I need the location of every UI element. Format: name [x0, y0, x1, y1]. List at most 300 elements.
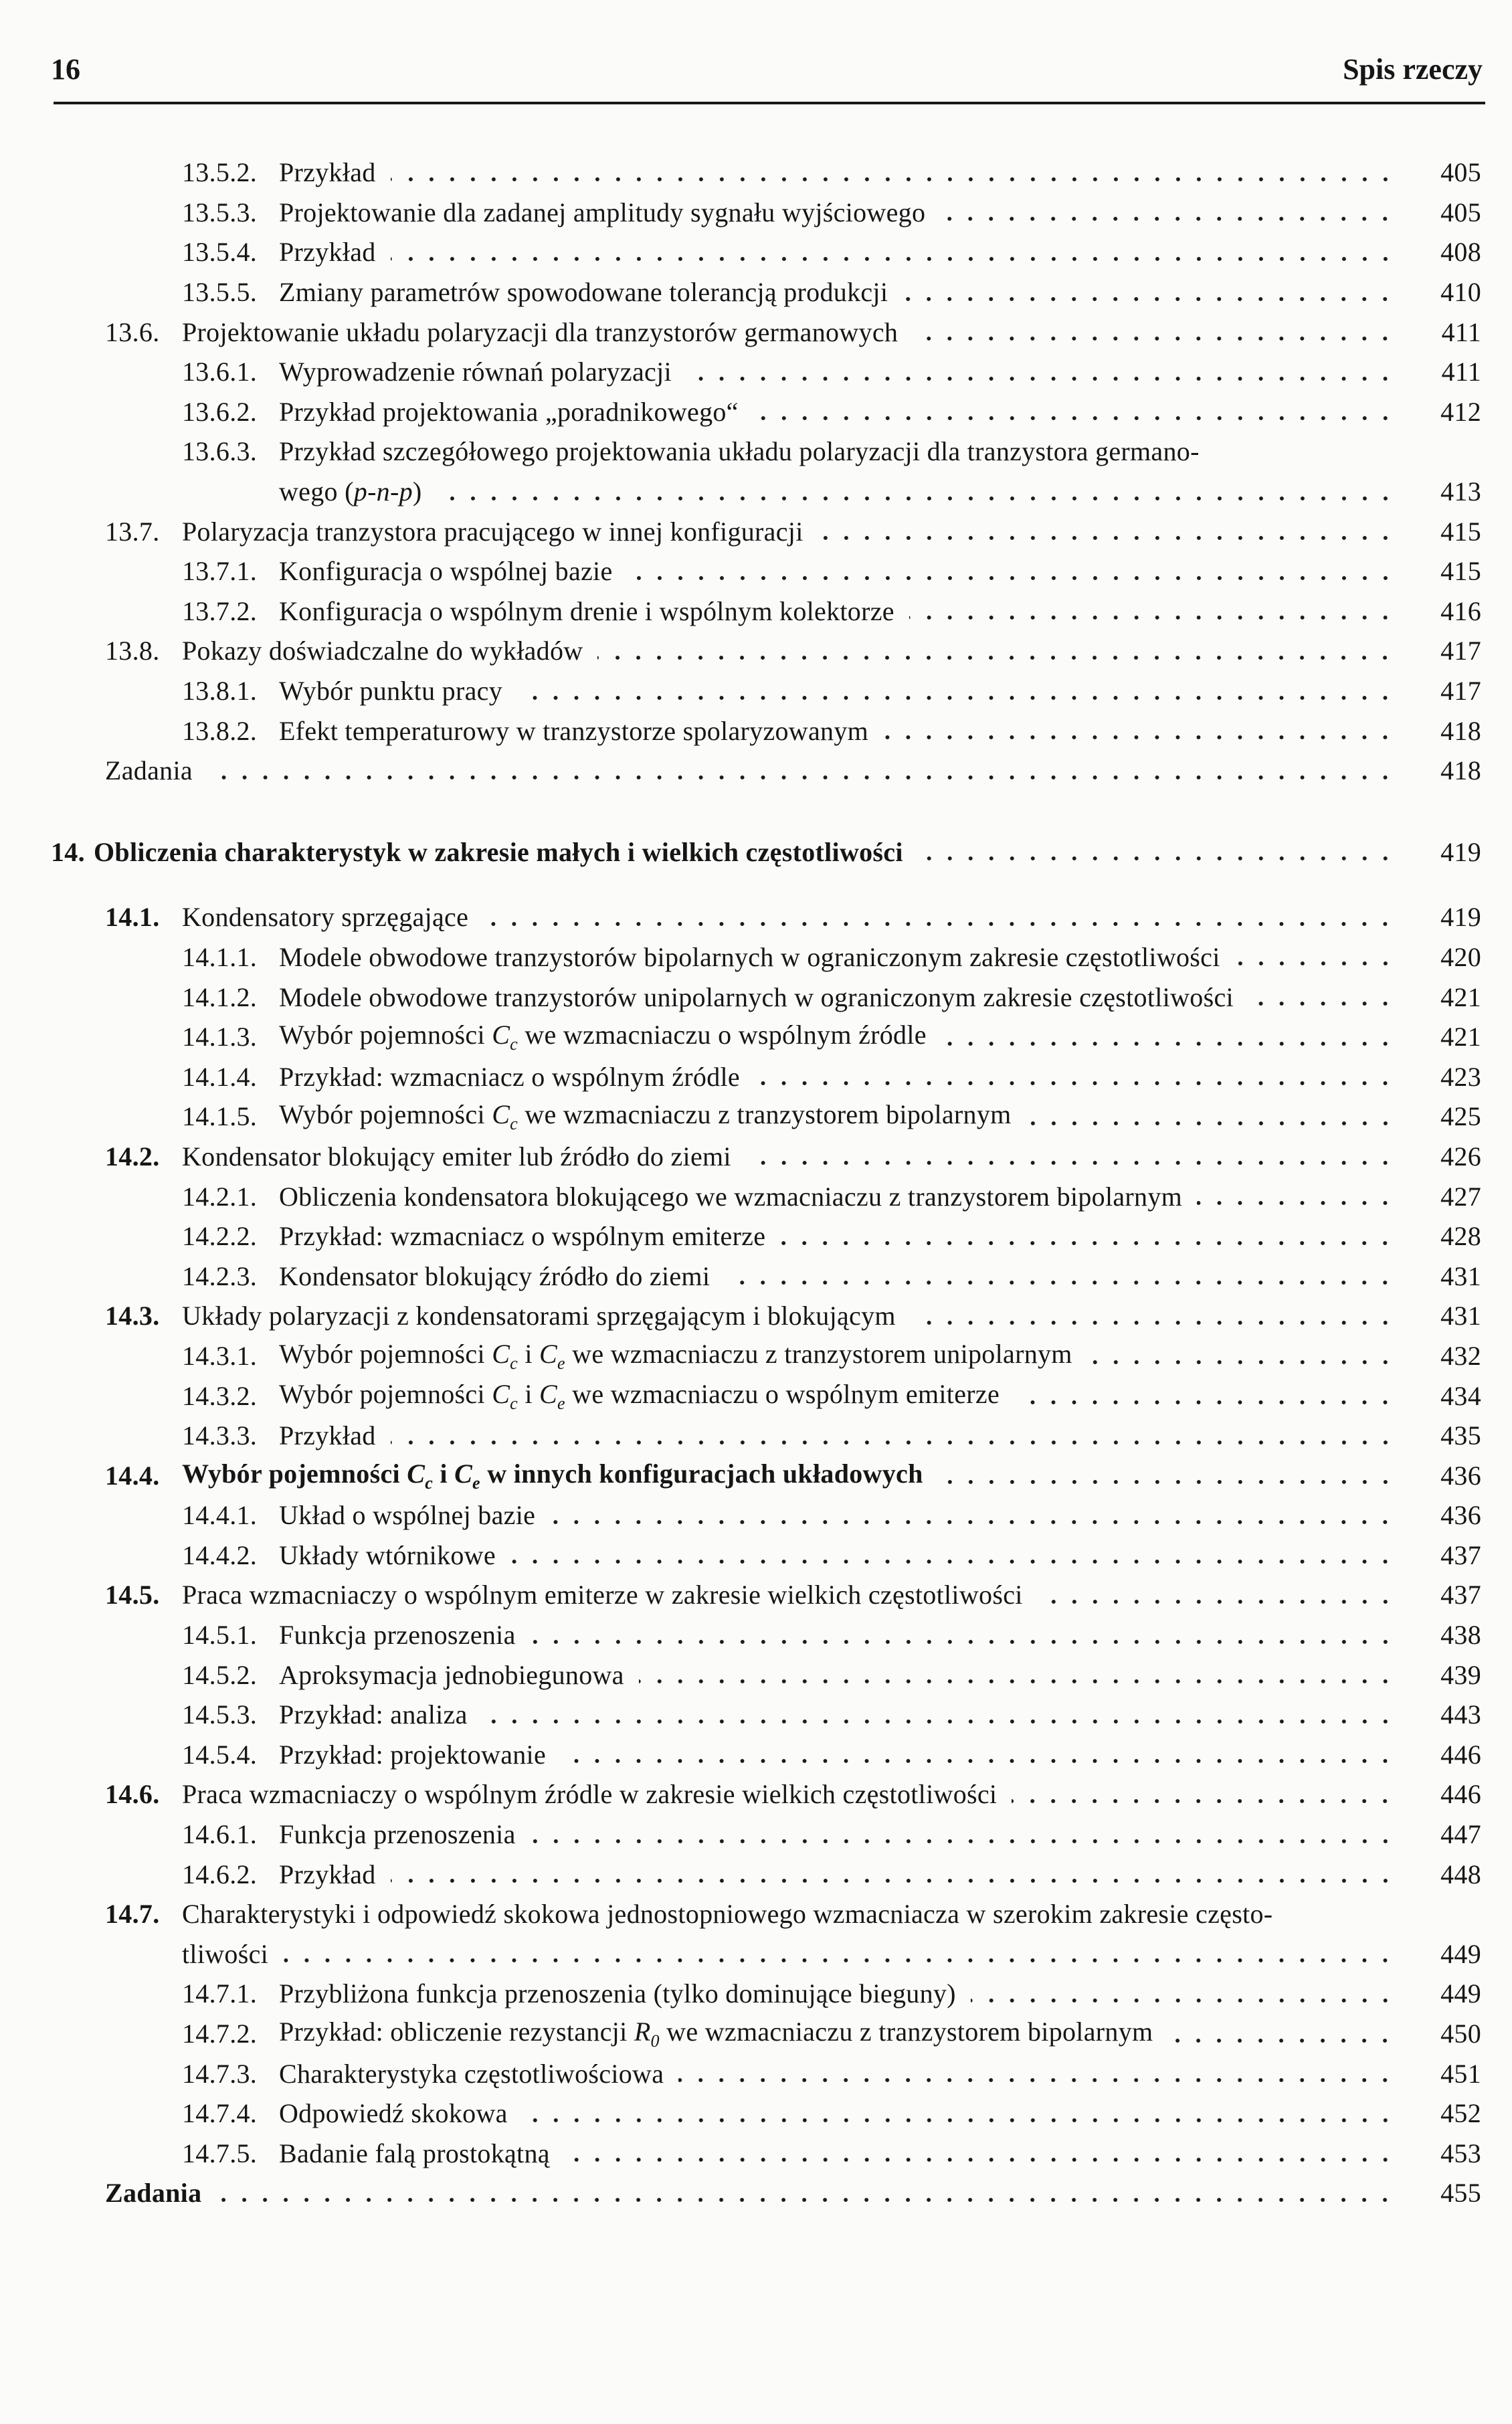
entry-page-number: 419 [1440, 836, 1481, 867]
dot-leader [941, 1024, 1396, 1050]
entry-number: 14.3.2. [182, 1380, 258, 1411]
entry-page-number: 411 [1441, 316, 1481, 347]
title-text: we wzmacniaczu z tranzystorem bipolarnym [518, 1099, 1012, 1130]
toc-entry[interactable] [0, 937, 1512, 977]
entry-number: 13.8.1. [182, 676, 258, 707]
entry-title [182, 316, 898, 348]
entry-title [279, 1378, 1000, 1414]
title-text: Zadania [105, 755, 193, 786]
toc-entry[interactable] [0, 1216, 1512, 1256]
title-text: Przykład [279, 1859, 376, 1889]
entry-title [279, 1099, 1012, 1134]
title-text: Przykład: wzmacniacz o wspólnym źródle [279, 1061, 740, 1092]
title-text: Przykład: projektowanie [279, 1739, 547, 1770]
title-text: Polaryzacja tranzystora pracującego w innej konfiguracji [182, 516, 804, 547]
entry-number: 14.7.3. [182, 2058, 258, 2089]
entry-title [279, 982, 1234, 1013]
toc-entry[interactable] [0, 1575, 1512, 1615]
entry-title [279, 276, 888, 308]
math-symbol: C [492, 1338, 510, 1369]
entry-number: 14.6.1. [182, 1819, 258, 1850]
toc-entry[interactable] [0, 2053, 1512, 2093]
math-symbol: C [492, 1099, 510, 1130]
toc-entry[interactable] [0, 312, 1512, 352]
entry-title [279, 1659, 624, 1691]
entry-number: 14.1.4. [182, 1061, 258, 1092]
toc-entry[interactable] [0, 1455, 1512, 1495]
entry-title [279, 1739, 546, 1770]
title-text: Konfiguracja o wspólnym drenie i wspólnym kolektorze [279, 595, 894, 626]
toc-entry[interactable] [0, 1695, 1512, 1735]
entry-title [279, 941, 1220, 973]
entry-title [279, 595, 894, 627]
math-subscript: 0 [650, 2031, 660, 2051]
entry-title [279, 396, 739, 428]
math-symbol: C [539, 1338, 558, 1369]
entry-page-number: 421 [1440, 1022, 1481, 1052]
title-text: Charakterystyka częstotliwościowa [279, 2058, 664, 2089]
title-text: Wybór pojemności [279, 1338, 492, 1369]
title-text: Wybór punktu pracy [279, 676, 503, 707]
dot-leader [550, 1502, 1396, 1529]
entry-title [279, 1619, 516, 1651]
title-text: Kondensator blokujący źródło do ziemi [279, 1261, 711, 1291]
toc-entry[interactable] [0, 897, 1512, 937]
entry-page-number: 435 [1440, 1420, 1481, 1451]
toc-entry[interactable] [0, 432, 1512, 472]
dot-leader [437, 478, 1396, 505]
title-text: w innych konfiguracjach układowych [480, 1458, 923, 1489]
title-text: i [518, 1338, 540, 1369]
entry-title [279, 157, 376, 188]
math-subscript: c [510, 1114, 518, 1134]
title-text: Modele obwodowe tranzystorów bipolarnych w ograniczonym zakresie częstotliwości [279, 941, 1220, 972]
dot-leader [1038, 1582, 1396, 1608]
dot-leader [391, 159, 1396, 186]
entry-title [279, 1499, 535, 1531]
title-text: Przykład [279, 237, 376, 268]
entry-number: 13.8.2. [182, 715, 258, 746]
toc-entry-continuation[interactable] [0, 472, 1512, 512]
entry-title [279, 1420, 376, 1451]
entry-number: 14.2.1. [182, 1181, 258, 1212]
toc-entry[interactable] [0, 193, 1512, 233]
title-text: Konfiguracja o wspólnej bazie [279, 556, 613, 587]
entry-number: 14.4.1. [182, 1500, 258, 1531]
entry-title [182, 516, 804, 547]
entry-page-number: 411 [1441, 357, 1481, 387]
entry-page-number: 405 [1440, 197, 1481, 227]
title-text: i [433, 1458, 455, 1489]
entry-page-number: 451 [1440, 2058, 1481, 2089]
entry-title [182, 1141, 731, 1172]
entry-title [105, 2177, 201, 2209]
title-text: Przykład [279, 1420, 376, 1451]
entry-number: 14.3.3. [182, 1420, 258, 1451]
toc-entry[interactable] [0, 977, 1512, 1017]
dot-leader [883, 717, 1396, 744]
toc-entry[interactable] [0, 1176, 1512, 1216]
entry-number: 13.8. [105, 636, 160, 666]
entry-number: 14. [51, 836, 85, 867]
toc-entry[interactable] [0, 1974, 1512, 2014]
entry-title [279, 1819, 516, 1850]
toc-entry[interactable] [0, 1735, 1512, 1775]
dot-leader [565, 2140, 1396, 2166]
toc-entry[interactable] [0, 832, 1512, 872]
title-text: we wzmacniaczu z tranzystorem bipolarnym [659, 2017, 1153, 2047]
toc-entry[interactable] [0, 1137, 1512, 1177]
title-text: Aproksymacja jednobiegunowa [279, 1659, 624, 1690]
math-subscript: c [510, 1393, 518, 1413]
entry-number: 14.1.1. [182, 941, 258, 972]
title-text: Wybór pojemności [279, 1378, 492, 1409]
toc-entry[interactable] [0, 1097, 1512, 1137]
dot-leader [818, 518, 1396, 545]
title-text: ) [412, 476, 422, 507]
toc-entry[interactable] [0, 1017, 1512, 1057]
entry-title [279, 436, 1200, 467]
entry-page-number: 450 [1440, 2019, 1481, 2049]
math-symbol: C [454, 1458, 473, 1489]
entry-page-number: 408 [1440, 237, 1481, 268]
toc-entry[interactable] [0, 751, 1512, 791]
dot-leader [938, 1462, 1396, 1489]
entry-page-number: 410 [1440, 277, 1481, 308]
toc-entry[interactable] [0, 671, 1512, 711]
entry-page-number: 418 [1440, 755, 1481, 786]
entry-number: 14.5.3. [182, 1699, 258, 1730]
title-text: Kondensator blokujący emiter lub źródło do ziemi [182, 1141, 731, 1172]
toc-entry-continuation[interactable] [0, 1934, 1512, 1974]
toc-entry[interactable] [0, 1615, 1512, 1655]
toc-entry[interactable] [0, 591, 1512, 632]
title-text: Pokazy doświadczalne do wykładów [182, 636, 583, 666]
title-text: Układy wtórnikowe [279, 1540, 496, 1570]
dot-leader [482, 1701, 1396, 1728]
entry-number: 14.6. [105, 1779, 160, 1810]
entry-page-number: 417 [1440, 676, 1481, 707]
toc-entry[interactable] [0, 2134, 1512, 2174]
entry-number: 14.3. [105, 1301, 160, 1331]
dot-leader [216, 2180, 1396, 2207]
math-subscript: e [557, 1353, 565, 1373]
running-header-title: Spis rzeczy [1343, 53, 1483, 86]
entry-page-number: 415 [1440, 556, 1481, 587]
entry-title [182, 1579, 1023, 1610]
title-text: Kondensatory sprzęgające [182, 902, 469, 933]
table-of-contents [0, 153, 1512, 2213]
title-text: i [518, 1378, 540, 1409]
title-text: Zmiany parametrów spowodowane tolerancją produkcji [279, 277, 888, 308]
entry-page-number: 427 [1440, 1181, 1481, 1212]
entry-number: 14.2.2. [182, 1221, 258, 1252]
entry-title [279, 1978, 956, 2009]
entry-title [279, 2058, 664, 2089]
entry-title [279, 1699, 468, 1730]
entry-number: 14.5.2. [182, 1659, 258, 1690]
entry-number: 14.7.4. [182, 2098, 258, 2129]
dot-leader [971, 1980, 1396, 2007]
entry-title [279, 1338, 1072, 1374]
toc-entry[interactable] [0, 232, 1512, 272]
entry-page-number: 405 [1440, 157, 1481, 188]
title-text: Układy polaryzacji z kondensatorami sprzęgającym i blokującym [182, 1301, 896, 1331]
toc-entry[interactable] [0, 1774, 1512, 1814]
math-symbol: C [492, 1020, 510, 1050]
math-symbol: p-n-p [353, 476, 413, 507]
title-text: Układ o wspólnej bazie [279, 1500, 536, 1531]
math-symbol: C [539, 1378, 558, 1409]
entry-number: 14.1. [105, 902, 160, 933]
toc-entry[interactable] [0, 1814, 1512, 1855]
dot-leader [913, 318, 1396, 345]
dot-leader [283, 1940, 1396, 1967]
dot-leader [903, 279, 1396, 306]
entry-title [182, 1458, 923, 1493]
dot-leader [207, 757, 1396, 784]
page-number: 16 [51, 53, 80, 86]
title-text: Praca wzmacniaczy o wspólnym źródle w zakresie wielkich częstotliwości [182, 1779, 998, 1810]
entry-page-number: 436 [1440, 1460, 1481, 1491]
dot-leader [746, 1143, 1396, 1170]
entry-title [279, 2138, 550, 2169]
dot-leader [561, 1741, 1396, 1768]
dot-leader [597, 638, 1396, 664]
entry-page-number: 423 [1440, 1061, 1481, 1092]
toc-entry[interactable] [0, 392, 1512, 432]
entry-page-number: 412 [1440, 396, 1481, 427]
title-text: Projektowanie układu polaryzacji dla tranzystorów germanowych [182, 316, 899, 347]
entry-page-number: 421 [1440, 982, 1481, 1012]
entry-title [279, 1220, 765, 1252]
dot-leader [391, 239, 1396, 266]
entry-number: 13.6.2. [182, 396, 258, 427]
toc-entry[interactable] [0, 1655, 1512, 1695]
entry-number: 14.7.5. [182, 2138, 258, 2168]
entry-number: 13.5.3. [182, 197, 258, 227]
toc-entry[interactable] [0, 272, 1512, 312]
entry-page-number: 449 [1440, 1938, 1481, 1969]
entry-page-number: 438 [1440, 1620, 1481, 1651]
entry-number: 14.4.2. [182, 1540, 258, 1570]
dot-leader [940, 199, 1396, 225]
dot-leader [517, 678, 1396, 705]
entry-number: 14.1.2. [182, 982, 258, 1012]
entry-number: 13.5.4. [182, 237, 258, 268]
entry-number: 13.6. [105, 316, 160, 347]
entry-page-number: 452 [1440, 2098, 1481, 2129]
title-text: Przykład: analiza [279, 1699, 468, 1730]
dot-leader [1012, 1781, 1396, 1808]
toc-entry[interactable] [0, 1854, 1512, 1894]
toc-entry[interactable] [0, 631, 1512, 671]
entry-page-number: 455 [1440, 2178, 1481, 2209]
toc-entry[interactable] [0, 511, 1512, 551]
title-text: Wyprowadzenie równań polaryzacji [279, 357, 672, 387]
entry-number: 14.5.1. [182, 1620, 258, 1651]
toc-entry[interactable] [0, 2093, 1512, 2134]
toc-entry[interactable] [0, 1894, 1512, 1934]
entry-number: 13.7. [105, 516, 160, 547]
entry-page-number: 453 [1440, 2138, 1481, 2168]
title-text: Przykład: obliczenie rezystancji [279, 2017, 634, 2047]
dot-leader [531, 1821, 1396, 1848]
entry-title-continuation [182, 1938, 268, 1970]
dot-leader [909, 597, 1396, 624]
title-text: Funkcja przenoszenia [279, 1819, 516, 1850]
entry-title [182, 901, 468, 933]
dot-leader [510, 1542, 1396, 1568]
entry-page-number: 448 [1440, 1859, 1481, 1889]
dot-leader [780, 1223, 1396, 1250]
entry-title [182, 1778, 997, 1810]
entry-page-number: 437 [1440, 1540, 1481, 1570]
entry-page-number: 432 [1440, 1340, 1481, 1371]
entry-title [182, 1300, 896, 1331]
entry-title [279, 1181, 1182, 1212]
math-subscript: c [425, 1473, 434, 1493]
entry-page-number: 439 [1440, 1659, 1481, 1690]
entry-title [182, 635, 583, 666]
entry-page-number: 434 [1440, 1380, 1481, 1411]
title-text: Wybór pojemności [279, 1020, 492, 1050]
title-text: Wybór pojemności [182, 1458, 407, 1489]
title-text: Przykład: wzmacniacz o wspólnym emiterze [279, 1221, 766, 1252]
entry-number: 13.6.3. [182, 436, 258, 467]
title-text: Zadania [105, 2178, 202, 2209]
entry-title-continuation [279, 476, 422, 507]
title-text: wego ( [279, 476, 354, 507]
toc-entry[interactable] [0, 1416, 1512, 1456]
toc-entry[interactable] [0, 1535, 1512, 1576]
dot-leader [1248, 984, 1396, 1010]
entry-page-number: 428 [1440, 1221, 1481, 1252]
dot-leader [753, 398, 1396, 425]
entry-number: 13.6.1. [182, 357, 258, 387]
entry-page-number: 426 [1440, 1141, 1481, 1172]
title-text: Badanie falą prostokątną [279, 2138, 550, 2168]
entry-title [279, 555, 613, 587]
dot-leader [918, 838, 1396, 865]
dot-leader [639, 1661, 1396, 1688]
toc-entry[interactable] [0, 1336, 1512, 1376]
title-text: Projektowanie dla zadanej amplitudy sygnału wyjściowego [279, 197, 926, 227]
dot-leader [483, 904, 1396, 931]
entry-number: 14.1.3. [182, 1022, 258, 1052]
entry-title [279, 1019, 927, 1054]
math-subscript: c [510, 1353, 518, 1373]
toc-entry[interactable] [0, 2173, 1512, 2213]
title-text: Przybliżona funkcja przenoszenia (tylko dominujące bieguny) [279, 1978, 956, 2009]
entry-number: 14.1.5. [182, 1101, 258, 1132]
entry-number: 14.7.1. [182, 1978, 258, 2009]
toc-entry[interactable] [0, 1495, 1512, 1535]
dot-leader [725, 1263, 1396, 1289]
entry-page-number: 416 [1440, 595, 1481, 626]
entry-title [279, 2097, 508, 2129]
dot-leader [1087, 1342, 1396, 1369]
entry-page-number: 447 [1440, 1819, 1481, 1850]
toc-entry[interactable] [0, 551, 1512, 591]
dot-leader [628, 558, 1396, 585]
entry-title [279, 356, 672, 387]
entry-title [182, 1898, 1272, 1930]
math-symbol: R [634, 2017, 651, 2047]
entry-number: 14.6.2. [182, 1859, 258, 1889]
entry-number: 14.5. [105, 1580, 160, 1610]
entry-page-number: 419 [1440, 902, 1481, 933]
entry-page-number: 418 [1440, 715, 1481, 746]
title-text: Wybór pojemności [279, 1099, 492, 1130]
entry-page-number: 431 [1440, 1261, 1481, 1291]
entry-page-number: 436 [1440, 1500, 1481, 1531]
dot-leader [755, 1063, 1396, 1090]
title-text: Odpowiedź skokowa [279, 2098, 508, 2129]
entry-title [279, 1540, 496, 1571]
entry-page-number: 446 [1440, 1779, 1481, 1810]
math-subscript: e [472, 1473, 480, 1493]
toc-entry[interactable] [0, 153, 1512, 193]
entry-title [279, 197, 925, 228]
dot-leader [1197, 1183, 1396, 1210]
math-symbol: C [407, 1458, 426, 1489]
title-text: Przykład szczegółowego projektowania układu polaryzacji dla tranzystora germano- [279, 436, 1200, 467]
title-text: Obliczenia charakterystyk w zakresie małych i wielkich częstotliwości [94, 836, 903, 867]
entry-page-number: 413 [1440, 476, 1481, 507]
dot-leader [1167, 2021, 1396, 2047]
entry-number: 13.5.5. [182, 277, 258, 308]
math-subscript: c [510, 1034, 518, 1054]
dot-leader [686, 359, 1396, 385]
entry-title [279, 715, 868, 747]
title-text: Funkcja przenoszenia [279, 1620, 516, 1651]
entry-page-number: 443 [1440, 1699, 1481, 1730]
entry-page-number: 420 [1440, 941, 1481, 972]
entry-title [279, 2016, 1153, 2051]
dot-leader [531, 1622, 1396, 1649]
entry-title [94, 836, 903, 868]
toc-entry[interactable] [0, 1296, 1512, 1336]
toc-entry[interactable] [0, 1056, 1512, 1097]
dot-leader [678, 2060, 1396, 2087]
toc-entry[interactable] [0, 711, 1512, 751]
toc-entry[interactable] [0, 1256, 1512, 1296]
entry-number: 14.2. [105, 1141, 160, 1172]
dot-leader [1014, 1382, 1396, 1409]
entry-page-number: 417 [1440, 636, 1481, 666]
title-text: Przykład [279, 157, 376, 188]
entry-number: 14.7. [105, 1899, 160, 1930]
title-text: we wzmacniaczu z tranzystorem unipolarnym [565, 1338, 1072, 1369]
title-text: Efekt temperaturowy w tranzystorze spolaryzowanym [279, 715, 869, 746]
toc-entry[interactable] [0, 352, 1512, 392]
math-symbol: C [492, 1378, 510, 1409]
entry-title [279, 1261, 710, 1292]
toc-entry[interactable] [0, 2014, 1512, 2054]
entry-page-number: 449 [1440, 1978, 1481, 2009]
header-rule [54, 102, 1485, 104]
dot-leader [523, 2100, 1396, 2127]
entry-number: 14.3.1. [182, 1340, 258, 1371]
dot-leader [391, 1422, 1396, 1449]
entry-page-number: 415 [1440, 516, 1481, 547]
entry-number: 14.4. [105, 1460, 160, 1491]
toc-entry[interactable] [0, 1376, 1512, 1416]
entry-number: 14.5.4. [182, 1739, 258, 1770]
dot-leader [391, 1861, 1396, 1887]
dot-leader [1235, 943, 1396, 970]
